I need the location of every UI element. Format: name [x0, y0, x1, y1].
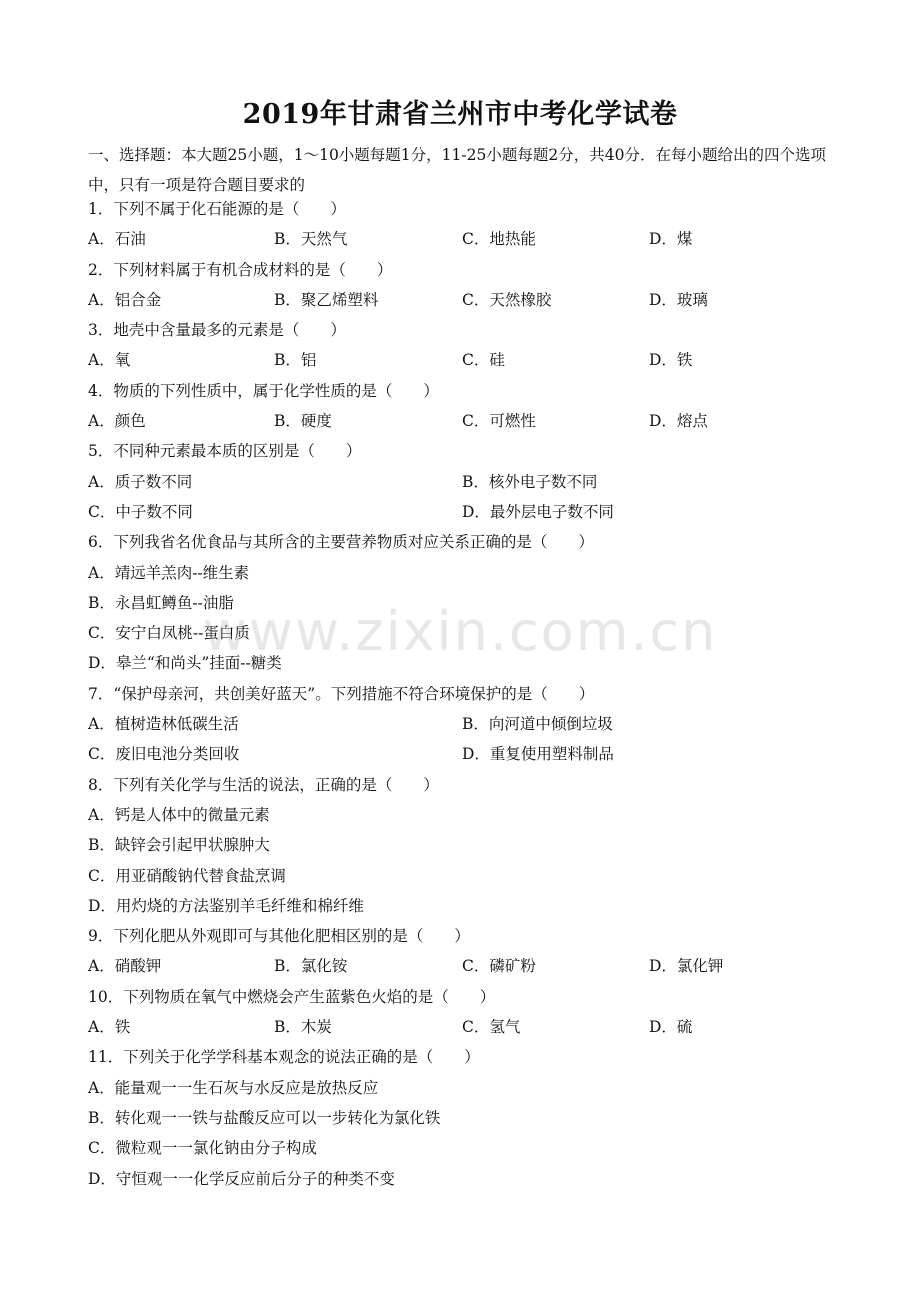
options-row: [88, 345, 848, 375]
option: C．硅: [462, 351, 505, 370]
option: B．转化观一一铁与盐酸反应可以一步转化为氯化铁: [88, 1108, 441, 1127]
option: A．钙是人体中的微量元素: [88, 805, 270, 824]
question-stem: 2．下列材料属于有机合成材料的是（ ）: [88, 260, 393, 279]
options-row: [88, 285, 848, 315]
option: C．用亚硝酸钠代替食盐烹调: [88, 866, 286, 885]
option: B．天然气: [274, 230, 348, 249]
option: C．微粒观一一氯化钠由分子构成: [88, 1139, 317, 1158]
option: D．皋兰“和尚头”挂面--糖类: [88, 654, 282, 673]
question-stem: 4．物质的下列性质中，属于化学性质的是（ ）: [88, 381, 439, 400]
option: D．用灼烧的方法鉴别羊毛纤维和棉纤维: [88, 896, 364, 915]
option: C．废旧电池分类回收: [88, 745, 240, 764]
option: D．铁: [649, 351, 693, 370]
option: A．硝酸钾: [88, 957, 162, 976]
option: D．煤: [649, 230, 693, 249]
options-row: [88, 1012, 848, 1042]
option: D．守恒观一一化学反应前后分子的种类不变: [88, 1169, 395, 1188]
options-row: [88, 739, 848, 769]
option: D．重复使用塑料制品: [462, 745, 614, 764]
option: A．植树造林低碳生活: [88, 715, 239, 734]
question-list: [88, 194, 848, 1194]
question-stem: 9．下列化肥从外观即可与其他化肥相区别的是（ ）: [88, 927, 470, 946]
option: C．中子数不同: [88, 502, 193, 521]
question-block: [88, 1042, 848, 1193]
question-stem: 7．“保护母亲河，共创美好蓝天”。下列措施不符合环境保护的是（ ）: [88, 684, 595, 703]
question-block: [88, 982, 848, 1043]
question-block: [88, 921, 848, 982]
question-block: [88, 527, 848, 678]
question-stem: 6．下列我省名优食品与其所含的主要营养物质对应关系正确的是（ ）: [88, 533, 594, 552]
option: C．地热能: [462, 230, 536, 249]
question-block: [88, 770, 848, 921]
option: A．质子数不同: [88, 472, 193, 491]
options-row: [88, 709, 848, 739]
option: A．靖远羊羔肉--维生素: [88, 563, 250, 582]
option: C．磷矿粉: [462, 957, 536, 976]
option: B．永昌虹鳟鱼--油脂: [88, 593, 234, 612]
question-block: [88, 255, 848, 316]
options-row: [88, 467, 848, 497]
question-block: [88, 436, 848, 527]
option: C．安宁白凤桃--蛋白质: [88, 624, 250, 643]
option: B．向河道中倾倒垃圾: [462, 715, 613, 734]
option: B．缺锌会引起甲状腺肿大: [88, 836, 270, 855]
options-row: [88, 497, 848, 527]
section-instructions: 一、选择题：本大题25小题，1～10小题每题1分，11-25小题每题2分，共40分．在每小题给出的四个选项中，只有一项是符合题目要求的: [88, 146, 826, 194]
option: C．可燃性: [462, 412, 536, 431]
option: D．熔点: [649, 412, 708, 431]
option: A．氧: [88, 351, 131, 370]
option: B．聚乙烯塑料: [274, 290, 379, 309]
question-block: [88, 679, 848, 770]
options-row: [88, 224, 848, 254]
question-block: [88, 376, 848, 437]
option: B．核外电子数不同: [462, 472, 598, 491]
watermark: www.zixin.com.cn: [202, 600, 718, 663]
question-block: [88, 194, 848, 255]
question-stem: 10．下列物质在氧气中燃烧会产生蓝紫色火焰的是（ ）: [88, 987, 496, 1006]
question-stem: 8．下列有关化学与生活的说法，正确的是（ ）: [88, 775, 439, 794]
question-block: [88, 315, 848, 376]
option: C．氢气: [462, 1018, 521, 1037]
option: C．天然橡胶: [462, 290, 552, 309]
options-row: [88, 951, 848, 981]
option: A．颜色: [88, 412, 146, 431]
question-stem: 11．下列关于化学学科基本观念的说法正确的是（ ）: [88, 1048, 480, 1067]
option: B．氯化铵: [274, 957, 348, 976]
option: D．玻璃: [649, 290, 708, 309]
option: A．铁: [88, 1018, 131, 1037]
option: A．能量观一一生石灰与水反应是放热反应: [88, 1078, 379, 1097]
option: D．硫: [649, 1018, 693, 1037]
option: A．铝合金: [88, 290, 162, 309]
question-stem: 1．下列不属于化石能源的是（ ）: [88, 200, 346, 218]
option: B．木炭: [274, 1018, 332, 1037]
option: A．石油: [88, 230, 146, 249]
question-stem: 3．地壳中含量最多的元素是（ ）: [88, 321, 346, 340]
question-stem: 5．不同种元素最本质的区别是（ ）: [88, 442, 362, 461]
option: B．硬度: [274, 412, 332, 431]
page-title: 2019年甘肃省兰州市中考化学试卷: [242, 99, 678, 130]
option: B．铝: [274, 351, 317, 370]
options-row: [88, 406, 848, 436]
option: D．最外层电子数不同: [462, 502, 614, 521]
option: D．氯化钾: [649, 957, 724, 976]
